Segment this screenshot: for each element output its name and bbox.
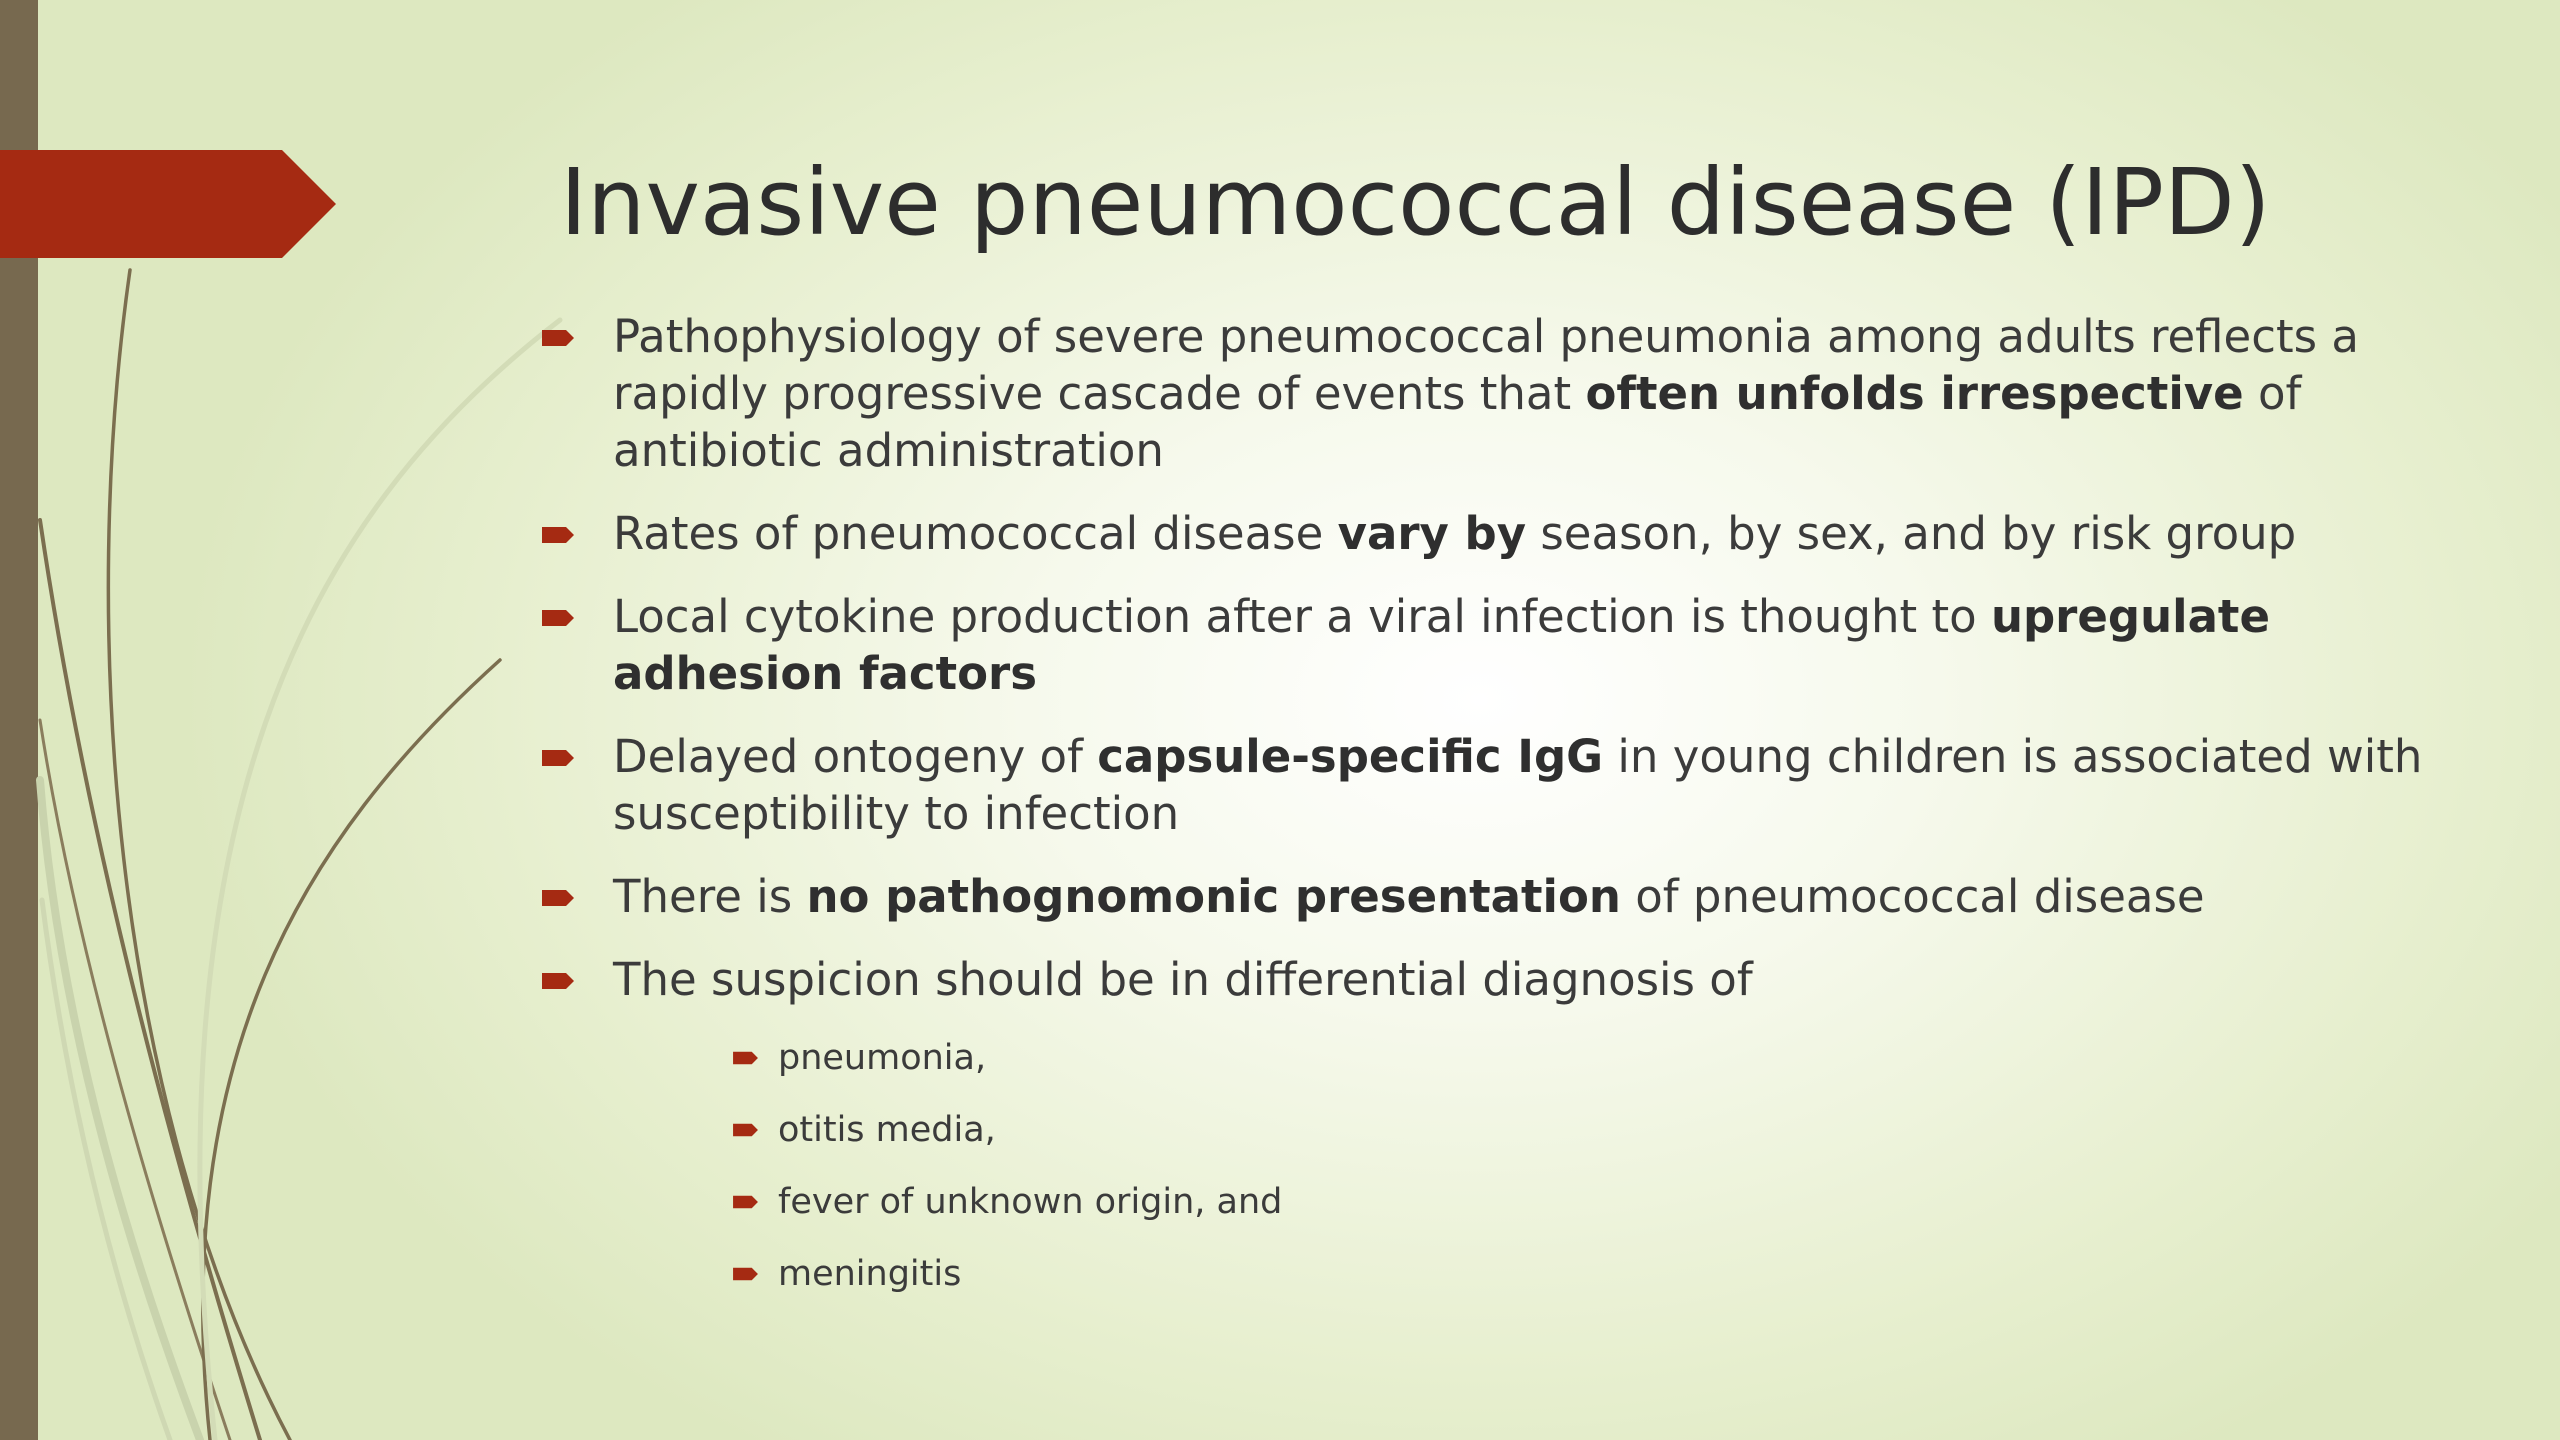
sub-bullet-item: [733, 1250, 2470, 1298]
arrow-bullet-icon: [542, 749, 574, 767]
bullet-text-bold: vary by: [1337, 507, 1527, 560]
arrow-bullet-icon: [542, 609, 574, 627]
sub-bullet-text: meningitis: [778, 1254, 962, 1294]
bullet-text: [613, 308, 2470, 479]
bullet-item: [540, 951, 2470, 1008]
sub-bullet-text: fever of unknown origin, and: [778, 1182, 1283, 1222]
bullet-text: [613, 588, 2470, 702]
bullet-text-segment: Pathophysiology of severe pneumococcal pneumonia among adults reflects a rapidly progressive cascade of events that: [613, 310, 2359, 420]
title-arrow-banner: [0, 150, 336, 258]
arrow-bullet-icon: [733, 1267, 758, 1281]
bullet-text-bold: often unfolds irrespective: [1585, 367, 2244, 420]
sub-bullet-item: [733, 1178, 2470, 1226]
sub-bullet-item: [733, 1034, 2470, 1082]
bullet-text: [613, 951, 2470, 1008]
bullet-text-segment: Local cytokine production after a viral infection is thought to: [613, 590, 1991, 643]
arrow-bullet-icon: [542, 526, 574, 544]
bullet-text-segment: The suspicion should be in differential diagnosis of: [613, 953, 1753, 1006]
arrow-bullet-icon: [733, 1051, 758, 1065]
bullet-text-segment: of pneumococcal disease: [1620, 870, 2205, 923]
bullet-text-segment: season, by sex, and by risk group: [1526, 507, 2297, 560]
sub-bullet-list: [540, 1034, 2470, 1298]
sub-bullet-text: otitis media,: [778, 1110, 996, 1150]
slide-title: Invasive pneumococcal disease (IPD): [560, 149, 2271, 256]
bullet-text-bold: capsule-specific IgG: [1097, 730, 1604, 783]
sub-bullet-item: [733, 1106, 2470, 1154]
arrow-bullet-icon: [733, 1123, 758, 1137]
bullet-text: [613, 505, 2470, 562]
bullet-item: [540, 588, 2470, 702]
arrow-bullet-icon: [733, 1195, 758, 1209]
bullet-text-segment: of antibiotic administration: [613, 367, 2302, 477]
sub-bullet-text: pneumonia,: [778, 1038, 987, 1078]
bullet-list: [540, 308, 2470, 1322]
bullet-text-segment: Delayed ontogeny of: [613, 730, 1098, 783]
bullet-text-segment: in young children is associated with susceptibility to infection: [613, 730, 2423, 840]
arrow-bullet-icon: [542, 889, 574, 907]
bullet-text-bold: upregulate adhesion factors: [613, 590, 2270, 700]
bullet-item: [540, 505, 2470, 562]
arrow-bullet-icon: [542, 972, 574, 990]
bullet-text-segment: There is: [613, 870, 807, 923]
bullet-text-segment: Rates of pneumococcal disease: [613, 507, 1338, 560]
bullet-text: [613, 728, 2470, 842]
bullet-text-bold: no pathognomonic presentation: [806, 870, 1621, 923]
bullet-item: [540, 308, 2470, 479]
bullet-text: [613, 868, 2470, 925]
arrow-bullet-icon: [542, 329, 574, 347]
bullet-item: [540, 728, 2470, 842]
bullet-item: [540, 868, 2470, 925]
